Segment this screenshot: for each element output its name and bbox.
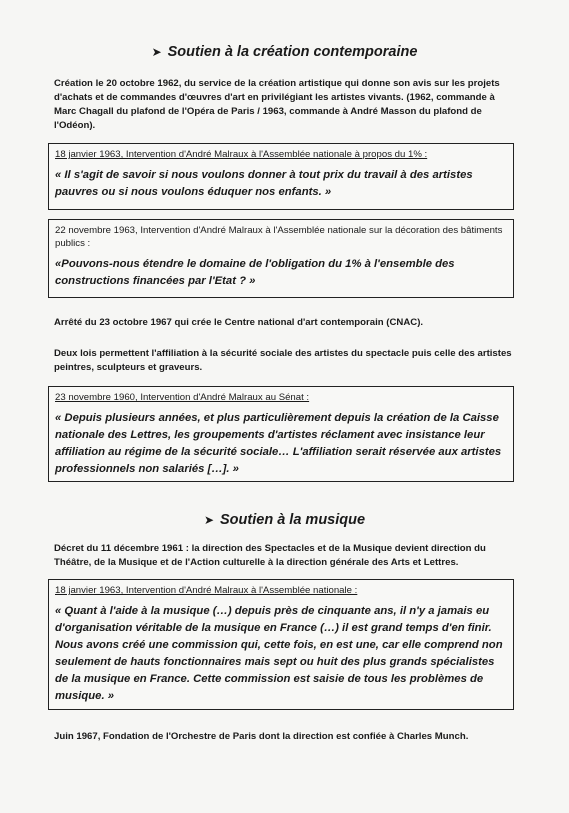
quote-text: « Quant à l'aide à la musique (…) depuis près de cinquante ans, il n'y a jamais eu d'organisation véritable de la musique en France (…) il est grand temps d'en finir. Nous avons créé une commission qui, cette fois, en est une, car elle comprend non seulement de hauts fonctionnaires mais sept ou huit des plus grands spécialistes de la musique en France. Cette commission est saisie de tous les problèmes de musique. »	[55, 605, 503, 702]
quote-box-header: 18 janvier 1963, Intervention d'André Malraux à l'Assemblée nationale :	[55, 585, 358, 596]
quote-box-header: 23 novembre 1960, Intervention d'André Malraux au Sénat :	[55, 392, 310, 403]
arrow-bullet-icon: ➤	[203, 513, 215, 527]
paragraph-creation-service: Création le 20 octobre 1962, du service de la création artistique qui donne son avis sur les projets d'achats et de commandes d'œuvres d'art en privilégiant les artistes vivants. (1962, commande à Marc Chagall du plafond de l'Opéra de Paris / 1963, commande à André Masson du plafond de l'Odéon).	[54, 78, 500, 131]
section-title: Soutien à la création contemporaine	[167, 44, 418, 60]
paragraph-arrete-cnac: Arrêté du 23 octobre 1967 qui crée le Centre national d'art contemporain (CNAC).	[54, 317, 424, 328]
paragraph-orchestre-de-paris: Juin 1967, Fondation de l'Orchestre de Paris dont la direction est confiée à Charles Munch.	[54, 731, 469, 742]
quote-text: « Il s'agit de savoir si nous voulons donner à tout prix du travail à des artistes pauvres ou si nous voulons éduquer nos enfants. »	[55, 169, 473, 198]
quote-box	[48, 143, 514, 210]
arrow-bullet-icon: ➤	[151, 45, 162, 59]
section-heading-musique	[0, 512, 569, 528]
quote-box	[48, 386, 514, 482]
section-heading-creation	[0, 44, 569, 60]
paragraph-decret-1961: Décret du 11 décembre 1961 : la direction des Spectacles et de la Musique devient direction du Théâtre, de la Musique et de l'Action culturelle à la direction générale des Arts et Lettres.	[54, 543, 486, 568]
quote-box	[48, 219, 514, 298]
quote-text: « Depuis plusieurs années, et plus particulièrement depuis la création de la Caisse nationale des Lettres, les groupements d'artistes réclament avec insistance leur affiliation au régime de la sécurité sociale… L'affiliation serait réservée aux artistes professionnels non salariés […]. »	[55, 412, 502, 475]
quote-text: «Pouvons-nous étendre le domaine de l'obligation du 1% à l'ensemble des constructions financées par l'Etat ? »	[55, 258, 455, 287]
quote-box	[48, 579, 514, 710]
quote-box-header: 22 novembre 1963, Intervention d'André Malraux à l'Assemblée nationale sur la décoration des bâtiments publics :	[55, 225, 503, 249]
paragraph-lois-securite-sociale: Deux lois permettent l'affiliation à la sécurité sociale des artistes du spectacle puis celle des artistes peintres, sculpteurs et graveurs.	[54, 348, 512, 373]
section-title: Soutien à la musique	[220, 512, 366, 528]
quote-box-header: 18 janvier 1963, Intervention d'André Malraux à l'Assemblée nationale à propos du 1% :	[55, 149, 428, 160]
